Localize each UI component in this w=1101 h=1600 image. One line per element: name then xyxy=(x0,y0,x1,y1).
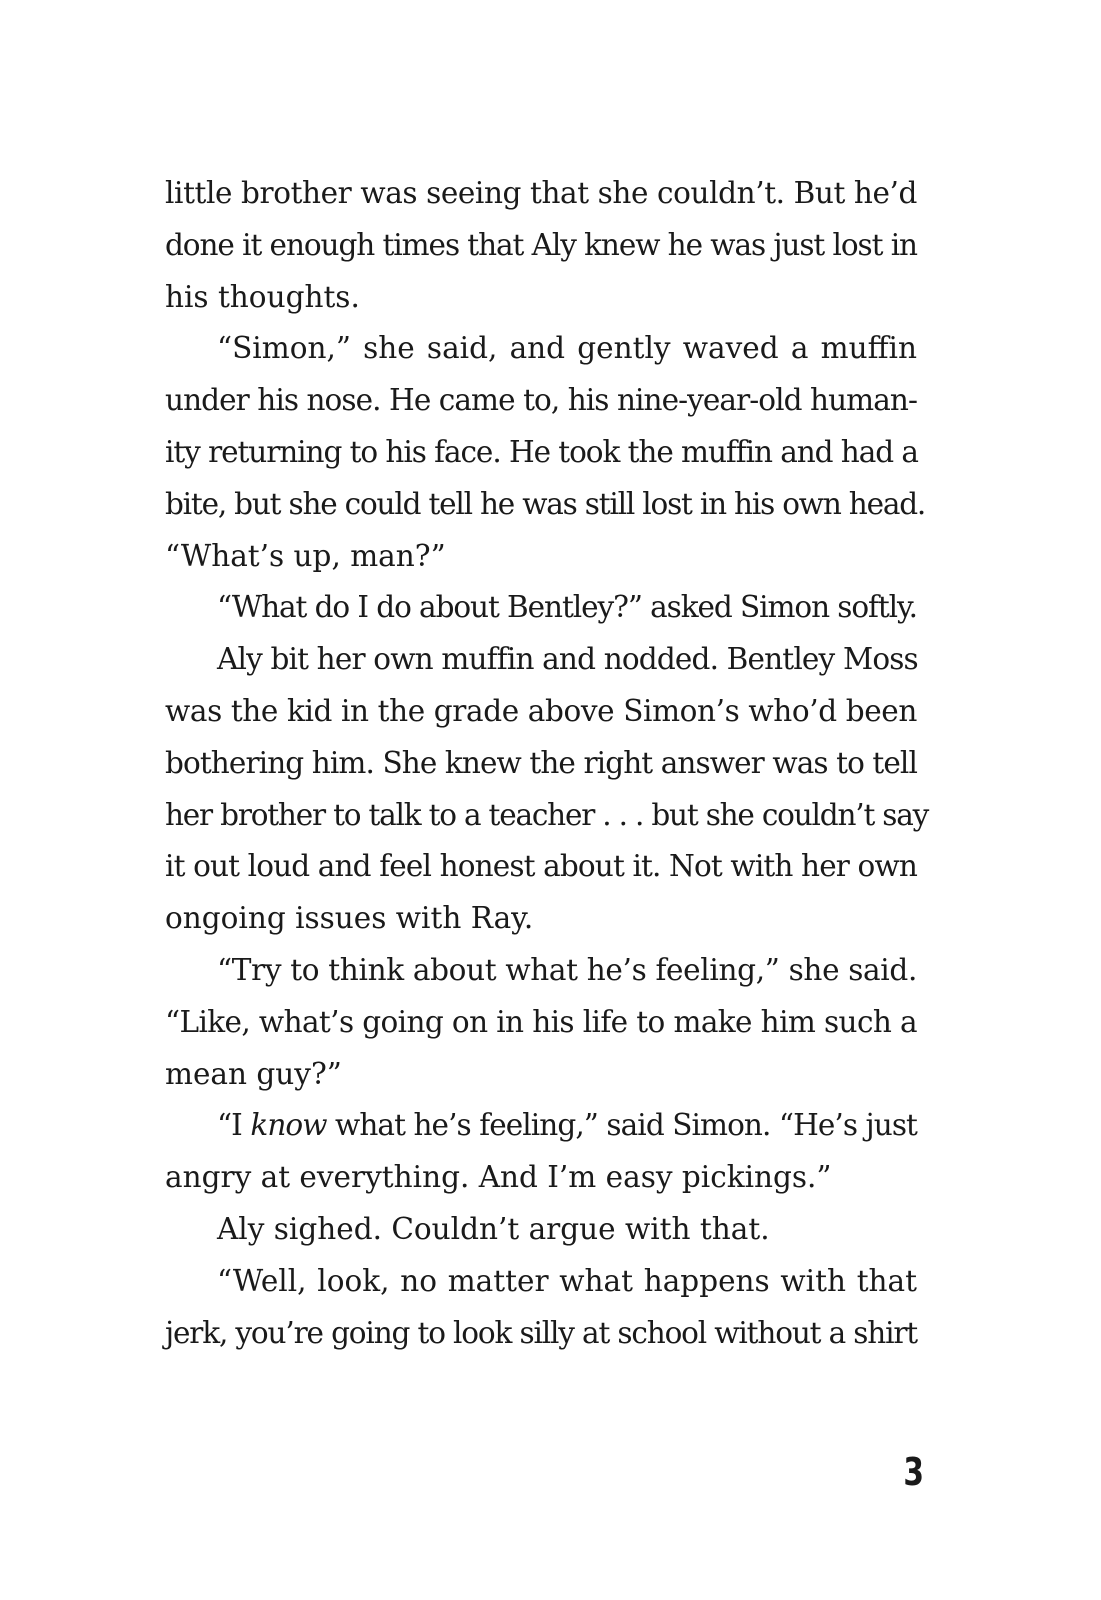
text-line xyxy=(165,1100,917,1152)
text-segment: what he’s feeling,” said Simon. “He’s just xyxy=(326,1108,917,1143)
text-line: little brother was seeing that she couldn’t. But he’d xyxy=(165,176,917,210)
text-line: bothering him. She knew the right answer was to tell xyxy=(165,745,918,780)
italic-emphasis: know xyxy=(250,1108,327,1143)
text-line: jerk, you’re going to look silly at school without a shirt xyxy=(165,1315,918,1350)
text-line: was the kid in the grade above Simon’s who’d been xyxy=(165,693,917,728)
text-line: “Simon,” she said, and gently waved a muffin xyxy=(217,331,917,366)
text-line: “Like, what’s going on in his life to make him such a xyxy=(165,1004,917,1039)
page-number: 3 xyxy=(903,1450,924,1494)
text-line: under his nose. He came to, his nine-year-old human- xyxy=(165,383,917,418)
text-line: mean guy?” xyxy=(165,1056,342,1091)
text-line: ity returning to his face. He took the muffin and had a xyxy=(165,434,918,469)
text-line: Aly sighed. Couldn’t argue with that. xyxy=(217,1211,770,1246)
text-line: “What’s up, man?” xyxy=(165,538,446,573)
text-line: “Try to think about what he’s feeling,” she said. xyxy=(217,952,918,987)
text-line: his thoughts. xyxy=(165,279,360,314)
text-line: “Well, look, no matter what happens with that xyxy=(217,1263,917,1298)
text-line: angry at everything. And I’m easy pickings.” xyxy=(165,1160,832,1195)
text-line: bite, but she could tell he was still lost in his own head. xyxy=(165,486,926,521)
text-line: it out loud and feel honest about it. Not with her own xyxy=(165,849,917,884)
text-line: done it enough times that Aly knew he was just lost in xyxy=(165,227,917,262)
text-line: “What do I do about Bentley?” asked Simon softly. xyxy=(217,590,917,625)
text-line: ongoing issues with Ray. xyxy=(165,901,534,936)
body-text xyxy=(165,168,929,1359)
text-line: her brother to talk to a teacher . . . but she couldn’t say xyxy=(165,797,929,832)
text-line: Aly bit her own muffin and nodded. Bentley Moss xyxy=(217,642,918,677)
text-segment: “I xyxy=(217,1108,251,1143)
